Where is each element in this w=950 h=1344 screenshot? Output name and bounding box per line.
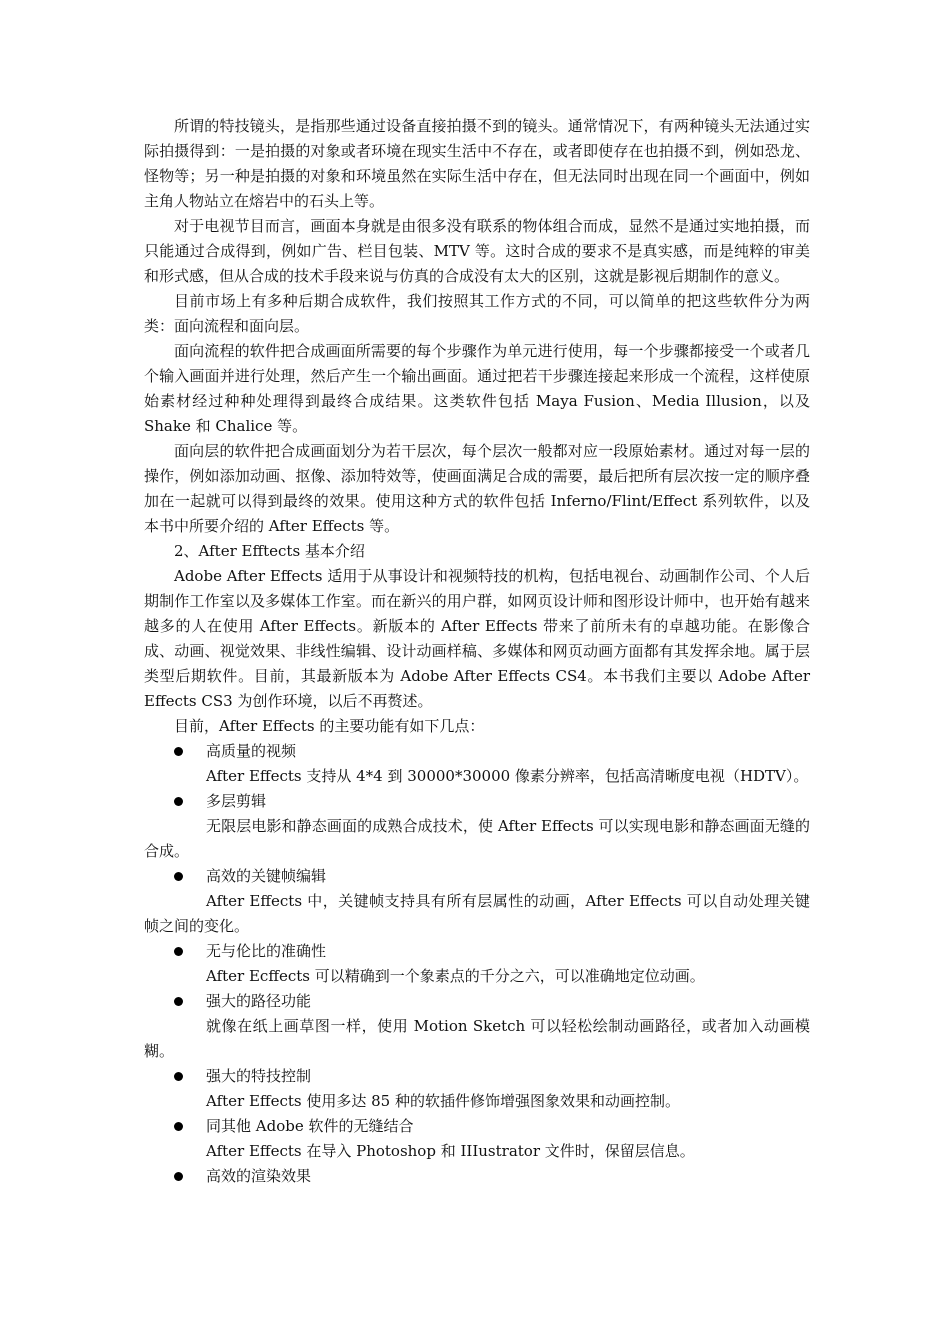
paragraph-layer-oriented: 面向层的软件把合成画面划分为若干层次，每个层次一般都对应一段原始素材。通过对每一层的操作，例如添加动画、抠像、添加特效等，使画面满足合成的需要，最后把所有层次按一定的顺序叠加在一起就可以得到最终的效果。使用这种方式的软件包括 Inferno/Flint/Effect 系列软件，以及本书中所要介绍的 After Effects 等。: [144, 442, 810, 535]
list-item: [144, 864, 810, 889]
list-item: [144, 739, 810, 764]
bullet-icon: [174, 1172, 183, 1181]
section-heading-after-effects-intro: 2、After Efftects 基本介绍: [174, 542, 365, 560]
feature-list: [144, 739, 810, 1189]
paragraph-after-effects-intro: Adobe After Effects 适用于从事设计和视频特技的机构，包括电视台、动画制作公司、个人后期制作工作室以及多媒体工作室。而在新兴的用户群，如网页设计师和图形设计师中，也开始有越来越多的人在使用 After Effects。新版本的 After Effects 带来了前所未有的卓越功能。在影像合成、动画、视觉效果、非线性编辑、设计动画样稿、多媒体和网页动画方面都有其发挥余地。属于层类型后期软件。目前，其最新版本为 Adobe After Effects CS4。本书我们主要以 Adobe After Effects CS3 为创作环境，以后不再赘述。: [144, 567, 810, 710]
feature-description: After Effects 中，关键帧支持具有所有层属性的动画，After Effects 可以自动处理关键帧之间的变化。: [144, 892, 810, 935]
feature-description: After Ecffects 可以精确到一个象素点的千分之六，可以准确地定位动画。: [206, 967, 705, 985]
list-item: [144, 989, 810, 1014]
list-item: [144, 1114, 810, 1139]
feature-description: After Effects 在导入 Photoshop 和 IIIustrator 文件时，保留层信息。: [206, 1142, 695, 1160]
feature-title: 强大的特技控制: [206, 1067, 312, 1085]
feature-title: 同其他 Adobe 软件的无缝结合: [206, 1117, 414, 1135]
feature-description: After Effects 使用多达 85 种的软插件修饰增强图象效果和动画控制。: [206, 1092, 680, 1110]
list-item: [144, 939, 810, 964]
list-item: [144, 1064, 810, 1089]
bullet-icon: [174, 1122, 183, 1131]
bullet-icon: [174, 747, 183, 756]
feature-description: After Effects 支持从 4*4 到 30000*30000 像素分辨率，包括高清晰度电视（HDTV）。: [206, 767, 809, 785]
bullet-icon: [174, 1072, 183, 1081]
feature-title: 无与伦比的准确性: [206, 942, 327, 960]
feature-description: 就像在纸上画草图一样，使用 Motion Sketch 可以轻松绘制动画路径，或者加入动画模糊。: [144, 1017, 810, 1060]
list-item: [144, 1164, 810, 1189]
paragraph-special-effects-shots: 所谓的特技镜头，是指那些通过设备直接拍摄不到的镜头。通常情况下，有两种镜头无法通过实际拍摄得到：一是拍摄的对象或者环境在现实生活中不存在，或者即使存在也拍摄不到，例如恐龙、怪物等；另一种是拍摄的对象和环境虽然在实际生活中存在，但无法同时出现在同一个画面中，例如主角人物站立在熔岩中的石头上等。: [144, 117, 810, 210]
paragraph-flow-oriented: 面向流程的软件把合成画面所需要的每个步骤作为单元进行使用，每一个步骤都接受一个或者几个输入画面并进行处理，然后产生一个输出画面。通过把若干步骤连接起来形成一个流程，这样使原始素材经过种种处理得到最终合成结果。这类软件包括 Maya Fusion、Media Illusion，以及 Shake 和 Chalice 等。: [144, 342, 810, 435]
feature-title: 高效的关键帧编辑: [206, 867, 327, 885]
bullet-icon: [174, 997, 183, 1006]
feature-description: 无限层电影和静态画面的成熟合成技术，使 After Effects 可以实现电影和静态画面无缝的合成。: [144, 817, 810, 860]
feature-title: 强大的路径功能: [206, 992, 312, 1010]
bullet-icon: [174, 947, 183, 956]
list-item: [144, 789, 810, 814]
bullet-icon: [174, 872, 183, 881]
feature-title: 多层剪辑: [206, 792, 267, 810]
paragraph-software-types: 目前市场上有多种后期合成软件，我们按照其工作方式的不同，可以简单的把这些软件分为两类：面向流程和面向层。: [144, 292, 810, 335]
bullet-icon: [174, 797, 183, 806]
document-page: [144, 114, 810, 1189]
feature-title: 高效的渲染效果: [206, 1167, 312, 1185]
paragraph-features-lead: 目前，After Effects 的主要功能有如下几点：: [174, 717, 485, 735]
paragraph-tv-program-compositing: 对于电视节目而言，画面本身就是由很多没有联系的物体组合而成，显然不是通过实地拍摄，而只能通过合成得到，例如广告、栏目包装、MTV 等。这时合成的要求不是真实感，而是纯粹的审美和形式感，但从合成的技术手段来说与仿真的合成没有太大的区别，这就是影视后期制作的意义。: [144, 217, 810, 285]
feature-title: 高质量的视频: [206, 742, 297, 760]
